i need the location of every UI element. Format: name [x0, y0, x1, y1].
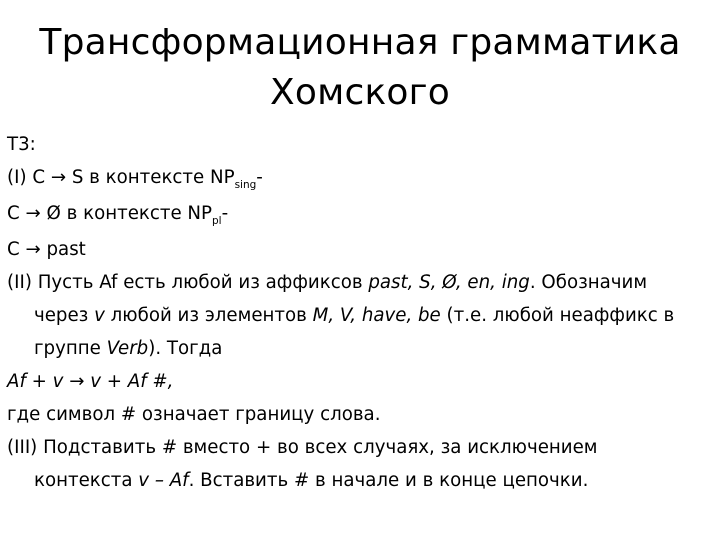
rule-3: С → past [7, 239, 86, 260]
rule-ii-text: . Обозначим [529, 272, 648, 293]
rule-1-suffix: - [256, 167, 263, 188]
rule-ii-line-2 [7, 299, 713, 332]
rule-ii [7, 266, 713, 365]
verb-group: Verb [106, 338, 149, 359]
slide-title [20, 18, 700, 118]
slide-body [7, 128, 713, 497]
symbol-v: v [94, 305, 105, 326]
rule-ii-line-1 [7, 266, 713, 299]
rule-iii-line-2 [7, 464, 713, 497]
rule-ii-text: (т.е. любой неаффикс в [440, 305, 675, 326]
rule-ii-text: через [34, 305, 95, 326]
rule-ii-text: любой из элементов [104, 305, 313, 326]
t3-label: Т3: [7, 134, 36, 155]
element-list: M, V, have, be [312, 305, 441, 326]
rule-2-subscript: pl [212, 215, 222, 227]
rule-ii-text: (II) Пусть Af есть любой из аффиксов [7, 272, 369, 293]
rule-2 [7, 197, 713, 233]
title-line-1: Трансформационная грамматика [39, 22, 681, 63]
rule-iii [7, 431, 713, 497]
title-line-2: Хомского [270, 72, 450, 113]
rule-iii-text: . Вставить # в начале и в конце цепочки. [188, 470, 589, 491]
context-v-af: v – Af [138, 470, 189, 491]
boundary-note: где символ # означает границу слова. [7, 404, 381, 425]
rule-ii-text: ). Тогда [148, 338, 223, 359]
rule-1-subscript: sing [234, 179, 257, 191]
rule-1 [7, 161, 713, 197]
formula: Af + v → v + Af #, [7, 371, 174, 392]
rule-ii-text: группе [34, 338, 107, 359]
rule-iii-line-1: (III) Подставить # вместо + во всех случаях, за исключением [7, 437, 598, 458]
rule-2-suffix: - [221, 203, 229, 224]
rule-ii-line-3 [7, 332, 713, 365]
rule-1-text: (I) С → S в контексте NP [7, 167, 235, 188]
rule-iii-text: контекста [34, 470, 139, 491]
affix-list: past, S, Ø, en, ing [368, 272, 530, 293]
rule-2-text: С → Ø в контексте NP [7, 203, 213, 224]
